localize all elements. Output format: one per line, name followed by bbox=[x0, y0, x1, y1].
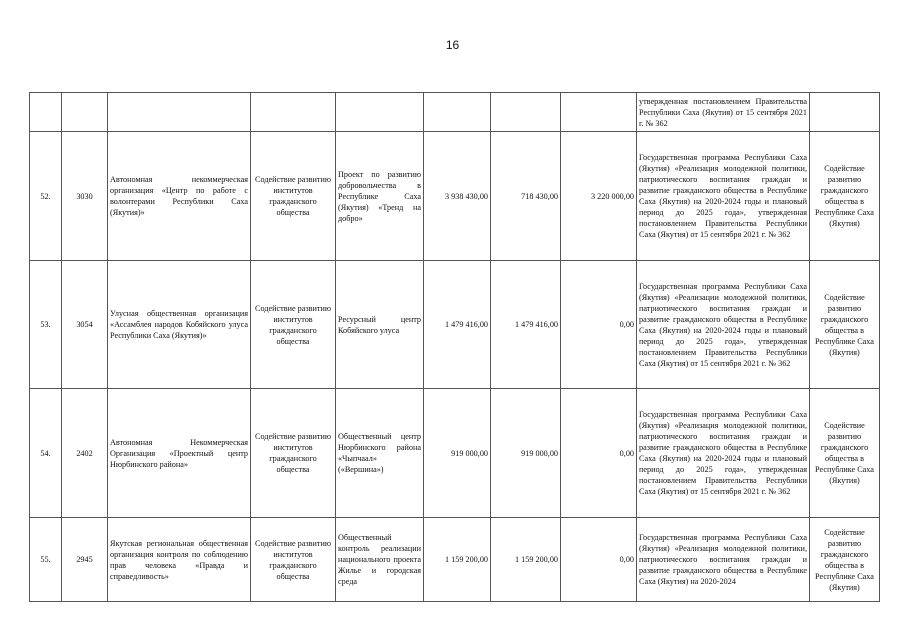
grant-direction: Содействие развитию институтов гражданского общества bbox=[251, 389, 336, 518]
table-cell bbox=[810, 93, 880, 132]
program-cell: Государственная программа Республики Саха (Якутия) «Реализация молодежной политики, патриотического воспитания граждан и развитие гражданского общества в Республике Саха (Якутия) на 2020-2024 годы и плановый период до 2025 года», утвержденная постановлением Правительства Республики Саха (Якутия) от 15 сентября 2021 г. № 362 bbox=[637, 389, 810, 518]
program-cell: утвержденная постановлением Правительства Республики Саха (Якутия) от 15 сентября 2021 г. № 362 bbox=[637, 93, 810, 132]
total-amount: 1 479 416,00 bbox=[424, 261, 491, 389]
program-cell: Государственная программа Республики Саха (Якутия) «Реализации молодежной политики, патриотического воспитания граждан и развитие гражданского общества в Республике Саха (Якутия) на 2020-2024 годы и плановый период до 2025 года», утвержденная постановлением Правительства Республики Саха (Якутия) от 15 сентября 2021 г. № 362 bbox=[637, 261, 810, 389]
organization-name: Автономная Некоммерческая Организация «Проектный центр Нюрбинского района» bbox=[108, 389, 251, 518]
grant-amount: 0,00 bbox=[561, 389, 637, 518]
table-row bbox=[30, 261, 880, 389]
cofinancing-amount: 718 430,00 bbox=[491, 132, 561, 261]
project-name: Проект по развитию добровольчества в Республике Саха (Якутия) «Тренд на добро» bbox=[336, 132, 424, 261]
program-cell: Государственная программа Республики Саха (Якутия) «Реализация молодежной политики, патриотического воспитания граждан и развитие гражданского общества в Республике Саха (Якутия) на 2020-2024 bbox=[637, 518, 810, 602]
grant-direction: Содействие развитию институтов гражданского общества bbox=[251, 518, 336, 602]
grants-table bbox=[29, 92, 880, 602]
table-cell bbox=[30, 93, 62, 132]
grant-amount: 0,00 bbox=[561, 261, 637, 389]
organization-name: Улусная общественная организация «Ассамблея народов Кобяйского улуса Республики Саха (Якутия)» bbox=[108, 261, 251, 389]
total-amount: 3 938 430,00 bbox=[424, 132, 491, 261]
goal-cell: Содействие развитию гражданского общества в Республике Саха (Якутия) bbox=[810, 518, 880, 602]
organization-name: Автономная некоммерческая организация «Центр по работе с волонтерами Республики Саха (Якутия)» bbox=[108, 132, 251, 261]
cofinancing-amount: 919 000,00 bbox=[491, 389, 561, 518]
program-cell: Государственная программа Республики Саха (Якутия) «Реализация молодежной политики, патриотического воспитания граждан и развитие гражданского общества в Республике Саха (Якутия) на 2020-2024 годы и плановый период до 2025 года», утвержденная постановлением Правительства Республики Саха (Якутия) от 15 сентября 2021 г. № 362 bbox=[637, 132, 810, 261]
row-code: 3030 bbox=[62, 132, 108, 261]
organization-name: Якутская региональная общественная организация контроля по соблюдению прав человека «Правда и справедливость» bbox=[108, 518, 251, 602]
grant-direction: Содействие развитию институтов гражданского общества bbox=[251, 261, 336, 389]
row-number: 55. bbox=[30, 518, 62, 602]
grant-amount: 3 220 000,00 bbox=[561, 132, 637, 261]
table-row bbox=[30, 132, 880, 261]
project-name: Общественный контроль реализации национального проекта Жилье и городская среда bbox=[336, 518, 424, 602]
row-code: 2945 bbox=[62, 518, 108, 602]
row-number: 52. bbox=[30, 132, 62, 261]
row-code: 2402 bbox=[62, 389, 108, 518]
continuation-row bbox=[30, 93, 880, 132]
table-cell bbox=[251, 93, 336, 132]
row-number: 54. bbox=[30, 389, 62, 518]
table-cell bbox=[336, 93, 424, 132]
total-amount: 919 000,00 bbox=[424, 389, 491, 518]
goal-cell: Содействие развитию гражданского общества в Республике Саха (Якутия) bbox=[810, 389, 880, 518]
total-amount: 1 159 200,00 bbox=[424, 518, 491, 602]
grant-direction: Содействие развитию институтов гражданского общества bbox=[251, 132, 336, 261]
goal-cell: Содействие развитию гражданского общества в Республике Саха (Якутия) bbox=[810, 132, 880, 261]
grant-amount: 0,00 bbox=[561, 518, 637, 602]
row-code: 3054 bbox=[62, 261, 108, 389]
project-name: Ресурсный центр Кобяйского улуса bbox=[336, 261, 424, 389]
table-row bbox=[30, 518, 880, 602]
row-number: 53. bbox=[30, 261, 62, 389]
cofinancing-amount: 1 159 200,00 bbox=[491, 518, 561, 602]
page-number: 16 bbox=[445, 38, 460, 52]
table-cell bbox=[108, 93, 251, 132]
goal-cell: Содействие развитию гражданского общества в Республике Саха (Якутия) bbox=[810, 261, 880, 389]
table-row bbox=[30, 389, 880, 518]
table-cell bbox=[561, 93, 637, 132]
table-cell bbox=[491, 93, 561, 132]
project-name: Общественный центр Нюрбинского района «Чыпчаал» («Вершина») bbox=[336, 389, 424, 518]
table-cell bbox=[424, 93, 491, 132]
cofinancing-amount: 1 479 416,00 bbox=[491, 261, 561, 389]
table-body bbox=[30, 93, 880, 602]
table-cell bbox=[62, 93, 108, 132]
